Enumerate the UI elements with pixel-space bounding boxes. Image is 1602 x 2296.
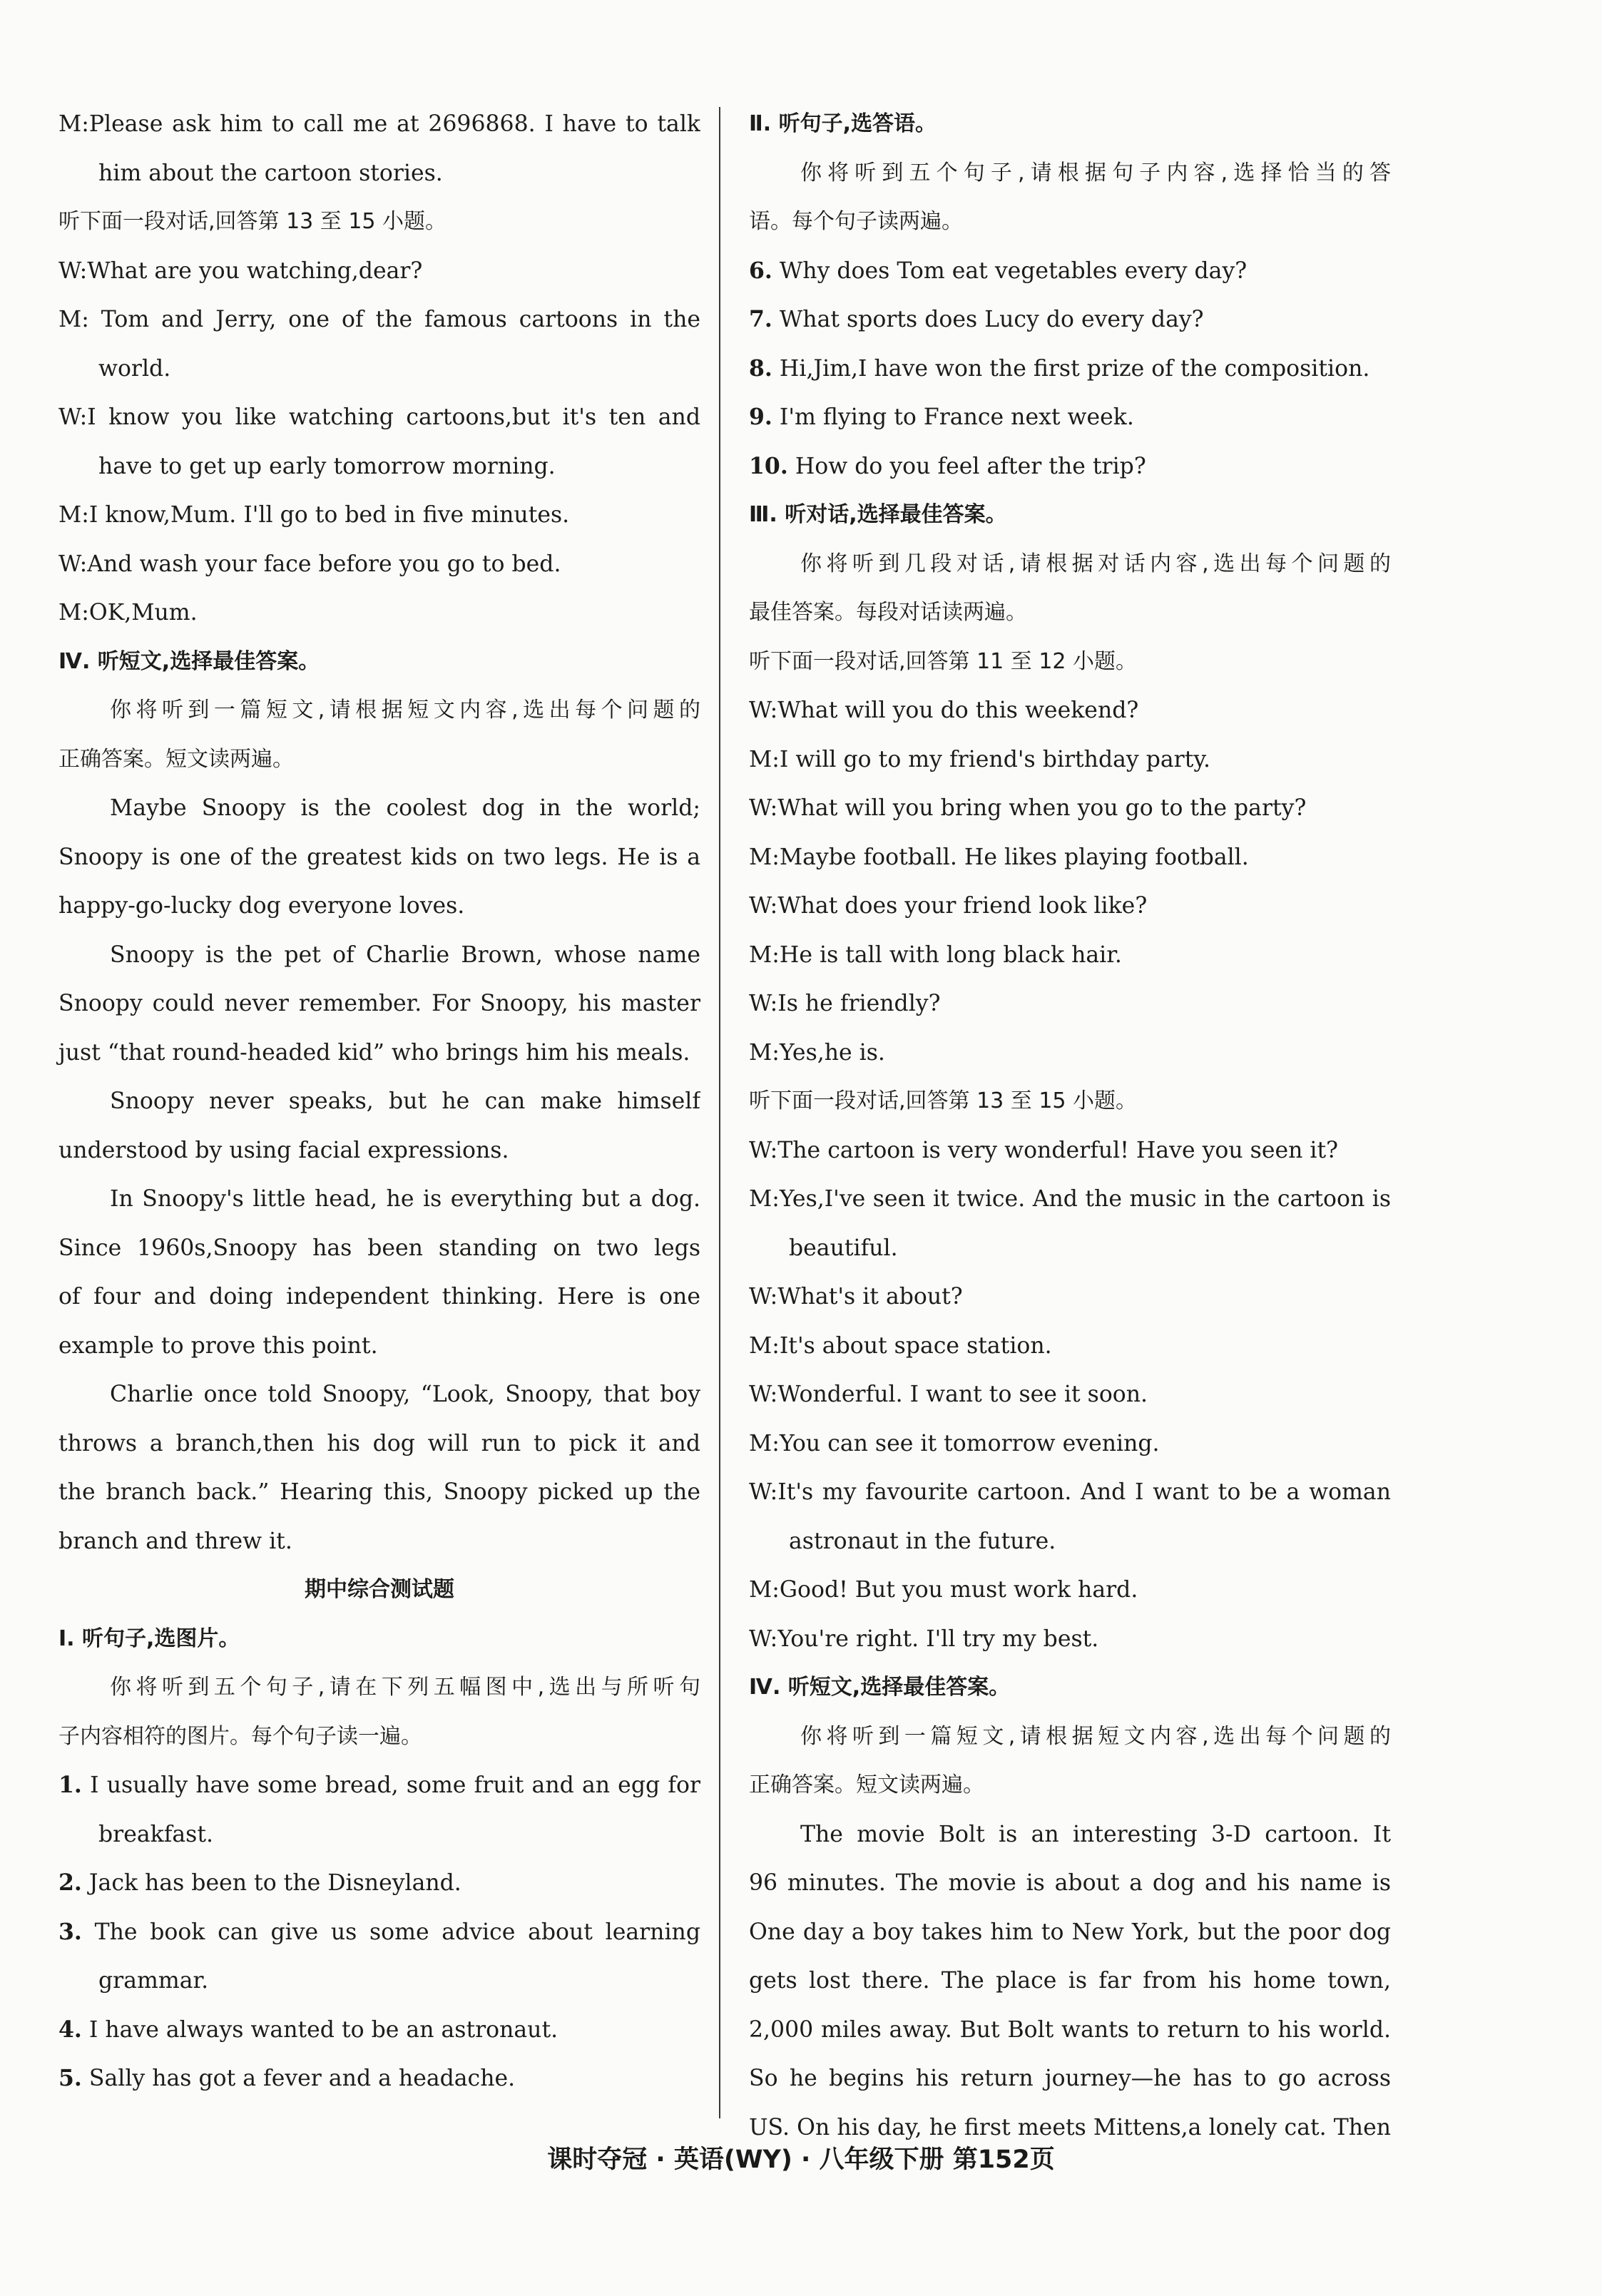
line-text: M:Yes,I've seen it twice. And the music in the cartoon is xyxy=(749,1186,1391,1212)
text-line xyxy=(58,1029,700,1078)
line-text: Ⅱ. 听句子,选答语。 xyxy=(749,111,937,136)
line-text: 期中综合测试题 xyxy=(305,1577,454,1602)
text-line xyxy=(749,198,1391,247)
line-text: M:It's about space station. xyxy=(749,1332,1052,1359)
text-line xyxy=(749,540,1391,589)
text-line xyxy=(58,100,700,149)
text-line xyxy=(749,1272,1391,1322)
line-text: of four and doing independent thinking. Here is one xyxy=(58,1284,700,1310)
question-number: 5. xyxy=(58,2065,82,2091)
text-line xyxy=(749,1468,1391,1517)
line-text: M: Tom and Jerry, one of the famous cartoons in the xyxy=(58,307,700,332)
section-heading xyxy=(749,1663,1391,1713)
line-text: Ⅳ. 听短文,选择最佳答案。 xyxy=(58,648,320,674)
text-line xyxy=(749,393,1391,442)
text-line xyxy=(749,1908,1391,1957)
line-text: 你将听到五个句子,请根据句子内容,选择恰当的答 xyxy=(800,160,1391,185)
text-line xyxy=(58,1126,700,1175)
question-number: 1. xyxy=(58,1772,82,1798)
line-text: M:You can see it tomorrow evening. xyxy=(749,1430,1160,1456)
line-text: US. On his day, he first meets Mittens,a lonely cat. Then xyxy=(749,2114,1391,2141)
line-text: 子内容相符的图片。每个句子读一遍。 xyxy=(58,1723,422,1749)
line-text: just “that round-headed kid” who brings him his meals. xyxy=(58,1039,690,1066)
line-text: Why does Tom eat vegetables every day? xyxy=(779,257,1248,284)
line-text: W:Wonderful. I want to see it soon. xyxy=(749,1382,1148,1407)
line-text: 你将听到五个句子,请在下列五幅图中,选出与所听句 xyxy=(110,1675,700,1700)
line-text: 你将听到一篇短文,请根据短文内容,选出每个问题的 xyxy=(110,698,700,723)
line-text: 96 minutes. The movie is about a dog and his name is xyxy=(749,1870,1391,1896)
line-text: 听下面一段对话,回答第 13 至 15 小题。 xyxy=(749,1088,1138,1113)
line-text: Jack has been to the Disneyland. xyxy=(88,1870,461,1896)
line-text: 正确答案。短文读两遍。 xyxy=(749,1772,984,1797)
text-line xyxy=(749,295,1391,345)
text-line xyxy=(58,2006,700,2055)
line-text: 2,000 miles away. But Bolt wants to return to his world. xyxy=(749,2016,1391,2043)
line-text: grammar. xyxy=(98,1968,209,1994)
text-line xyxy=(58,1908,700,1957)
text-line xyxy=(58,588,700,638)
line-text: M:OK,Mum. xyxy=(58,600,198,626)
text-line xyxy=(58,784,700,833)
text-line xyxy=(58,1713,700,1762)
text-line xyxy=(749,1029,1391,1078)
text-line xyxy=(58,686,700,735)
line-text: W:What does your friend look like? xyxy=(749,893,1148,919)
line-text: astronaut in the future. xyxy=(789,1528,1056,1554)
line-text: Ⅳ. 听短文,选择最佳答案。 xyxy=(749,1675,1011,1700)
text-line xyxy=(749,1615,1391,1664)
line-text: Snoopy is one of the greatest kids on two legs. He is a xyxy=(58,844,700,870)
text-line xyxy=(749,442,1391,491)
text-line xyxy=(58,198,700,247)
text-line xyxy=(749,784,1391,833)
text-line xyxy=(749,1224,1391,1273)
text-line xyxy=(58,979,700,1029)
text-line xyxy=(58,1810,700,1859)
section-heading xyxy=(58,1615,700,1664)
text-line xyxy=(58,442,700,491)
text-line xyxy=(58,1322,700,1371)
text-line xyxy=(58,882,700,931)
text-line xyxy=(749,1956,1391,2006)
text-line xyxy=(58,1175,700,1224)
section-heading xyxy=(749,100,1391,149)
text-line xyxy=(749,1761,1391,1810)
line-text: W:You're right. I'll try my best. xyxy=(749,1626,1099,1652)
line-text: gets lost there. The place is far from his home town, xyxy=(749,1968,1391,1994)
line-text: M:Yes,he is. xyxy=(749,1039,885,1066)
line-text: W:The cartoon is very wonderful! Have you seen it? xyxy=(749,1137,1339,1163)
line-text: W:What will you bring when you go to the party? xyxy=(749,795,1307,821)
question-number: 2. xyxy=(58,1869,82,1896)
text-line xyxy=(58,491,700,540)
text-line xyxy=(58,1272,700,1322)
line-text: M:I will go to my friend's birthday party. xyxy=(749,746,1210,772)
line-text: 你将听到几段对话,请根据对话内容,选出每个问题的 xyxy=(800,551,1391,576)
line-text: Since 1960s,Snoopy has been standing on two legs xyxy=(58,1235,700,1261)
text-line xyxy=(749,882,1391,931)
text-line xyxy=(58,1956,700,2006)
line-text: Maybe Snoopy is the coolest dog in the world; xyxy=(110,795,700,821)
text-line xyxy=(749,1077,1391,1126)
text-line xyxy=(749,686,1391,735)
question-number: 4. xyxy=(58,2016,82,2043)
text-line xyxy=(58,833,700,882)
line-text: happy-go-lucky dog everyone loves. xyxy=(58,893,465,919)
line-text: One day a boy takes him to New York, but the poor dog xyxy=(749,1919,1391,1945)
line-text: 最佳答案。每段对话读两遍。 xyxy=(749,600,1027,625)
text-line xyxy=(58,1224,700,1273)
text-line xyxy=(749,1859,1391,1908)
line-text: 正确答案。短文读两遍。 xyxy=(58,746,294,772)
line-text: Snoopy never speaks, but he can make himself xyxy=(110,1088,700,1114)
line-text: him about the cartoon stories. xyxy=(98,160,443,186)
text-line xyxy=(58,931,700,980)
question-number: 6. xyxy=(749,257,772,284)
text-line xyxy=(749,2054,1391,2103)
text-line xyxy=(749,931,1391,980)
line-text: have to get up early tomorrow morning. xyxy=(98,453,556,479)
question-number: 9. xyxy=(749,404,772,430)
line-text: the branch back.” Hearing this, Snoopy picked up the xyxy=(58,1479,700,1505)
line-text: 听下面一段对话,回答第 11 至 12 小题。 xyxy=(749,648,1138,674)
line-text: M:Maybe football. He likes playing football. xyxy=(749,844,1249,870)
text-line xyxy=(749,2006,1391,2055)
text-line xyxy=(749,1810,1391,1859)
text-line xyxy=(58,735,700,785)
text-line xyxy=(749,1713,1391,1762)
text-line xyxy=(749,1175,1391,1224)
test-title xyxy=(58,1566,700,1615)
text-line xyxy=(58,1077,700,1126)
line-text: In Snoopy's little head, he is everything but a dog. xyxy=(110,1186,700,1212)
line-text: 语。每个句子读两遍。 xyxy=(749,209,963,234)
line-text: Sally has got a fever and a headache. xyxy=(88,2066,516,2091)
text-line xyxy=(749,588,1391,638)
question-number: 8. xyxy=(749,354,772,382)
line-text: Charlie once told Snoopy, “Look, Snoopy, that boy xyxy=(110,1382,700,1407)
text-line xyxy=(749,247,1391,296)
line-text: The book can give us some advice about learning xyxy=(94,1919,700,1945)
column-divider xyxy=(719,107,720,2118)
text-line xyxy=(58,1859,700,1908)
line-text: example to prove this point. xyxy=(58,1332,378,1359)
line-text: What sports does Lucy do every day? xyxy=(779,307,1204,332)
line-text: branch and threw it. xyxy=(58,1528,292,1554)
page-footer: 课时夺冠 · 英语(WY) · 八年级下册 第152页 xyxy=(547,2146,1055,2174)
line-text: M:Please ask him to call me at 2696868. I have to talk xyxy=(58,111,700,137)
text-line xyxy=(58,393,700,442)
text-line xyxy=(749,1126,1391,1175)
line-text: W:What will you do this weekend? xyxy=(749,698,1139,723)
text-line xyxy=(749,735,1391,785)
text-line xyxy=(58,247,700,296)
line-text: I usually have some bread, some fruit and an egg for xyxy=(90,1772,700,1798)
text-line xyxy=(58,1663,700,1713)
line-text: 你将听到一篇短文,请根据短文内容,选出每个问题的 xyxy=(800,1723,1391,1749)
text-line xyxy=(58,1370,700,1419)
line-text: beautiful. xyxy=(789,1235,898,1261)
text-line xyxy=(749,1419,1391,1469)
line-text: W:I know you like watching cartoons,but it's ten and xyxy=(58,404,700,430)
text-line xyxy=(58,2054,700,2103)
text-line xyxy=(58,540,700,589)
line-text: 听下面一段对话,回答第 13 至 15 小题。 xyxy=(58,209,447,234)
line-text: Ⅲ. 听对话,选择最佳答案。 xyxy=(749,502,1007,527)
line-text: W:What are you watching,dear? xyxy=(58,257,423,284)
question-number: 3. xyxy=(58,1918,82,1945)
text-line xyxy=(749,833,1391,882)
line-text: Snoopy could never remember. For Snoopy, his master xyxy=(58,991,700,1016)
right-column xyxy=(749,100,1391,2152)
line-text: So he begins his return journey—he has to go across xyxy=(749,2066,1391,2091)
text-line xyxy=(58,345,700,394)
text-line xyxy=(749,638,1391,687)
line-text: Hi,Jim,I have won the first prize of the composition. xyxy=(779,355,1370,382)
line-text: I have always wanted to be an astronaut. xyxy=(88,2016,558,2043)
line-text: world. xyxy=(98,355,171,382)
text-line xyxy=(58,149,700,198)
line-text: I'm flying to France next week. xyxy=(779,404,1134,430)
line-text: W:And wash your face before you go to bed. xyxy=(58,551,561,577)
text-line xyxy=(749,1517,1391,1566)
section-heading xyxy=(58,638,700,687)
text-line xyxy=(749,979,1391,1029)
line-text: M:I know,Mum. I'll go to bed in five minutes. xyxy=(58,502,570,528)
left-column xyxy=(58,100,700,2103)
line-text: How do you feel after the trip? xyxy=(795,453,1146,479)
text-line xyxy=(58,1517,700,1566)
text-line xyxy=(749,1370,1391,1419)
question-number: 10. xyxy=(749,452,788,479)
text-line xyxy=(58,1761,700,1810)
text-line xyxy=(749,149,1391,198)
line-text: The movie Bolt is an interesting 3-D cartoon. It xyxy=(800,1821,1391,1847)
text-line xyxy=(749,1566,1391,1615)
line-text: Snoopy is the pet of Charlie Brown, whose name xyxy=(110,942,700,968)
line-text: W:What's it about? xyxy=(749,1284,963,1310)
line-text: M:Good! But you must work hard. xyxy=(749,1577,1138,1603)
line-text: W:It's my favourite cartoon. And I want to be a woman xyxy=(749,1479,1391,1505)
line-text: M:He is tall with long black hair. xyxy=(749,942,1122,968)
text-line xyxy=(749,345,1391,394)
text-line xyxy=(58,1468,700,1517)
text-line xyxy=(58,1419,700,1469)
line-text: breakfast. xyxy=(98,1821,214,1847)
section-heading xyxy=(749,491,1391,540)
line-text: Ⅰ. 听句子,选图片。 xyxy=(58,1626,240,1651)
line-text: understood by using facial expressions. xyxy=(58,1137,509,1163)
question-number: 7. xyxy=(749,306,772,332)
line-text: throws a branch,then his dog will run to pick it and xyxy=(58,1430,700,1456)
text-line xyxy=(58,295,700,345)
line-text: W:Is he friendly? xyxy=(749,991,941,1016)
text-line xyxy=(749,1322,1391,1371)
